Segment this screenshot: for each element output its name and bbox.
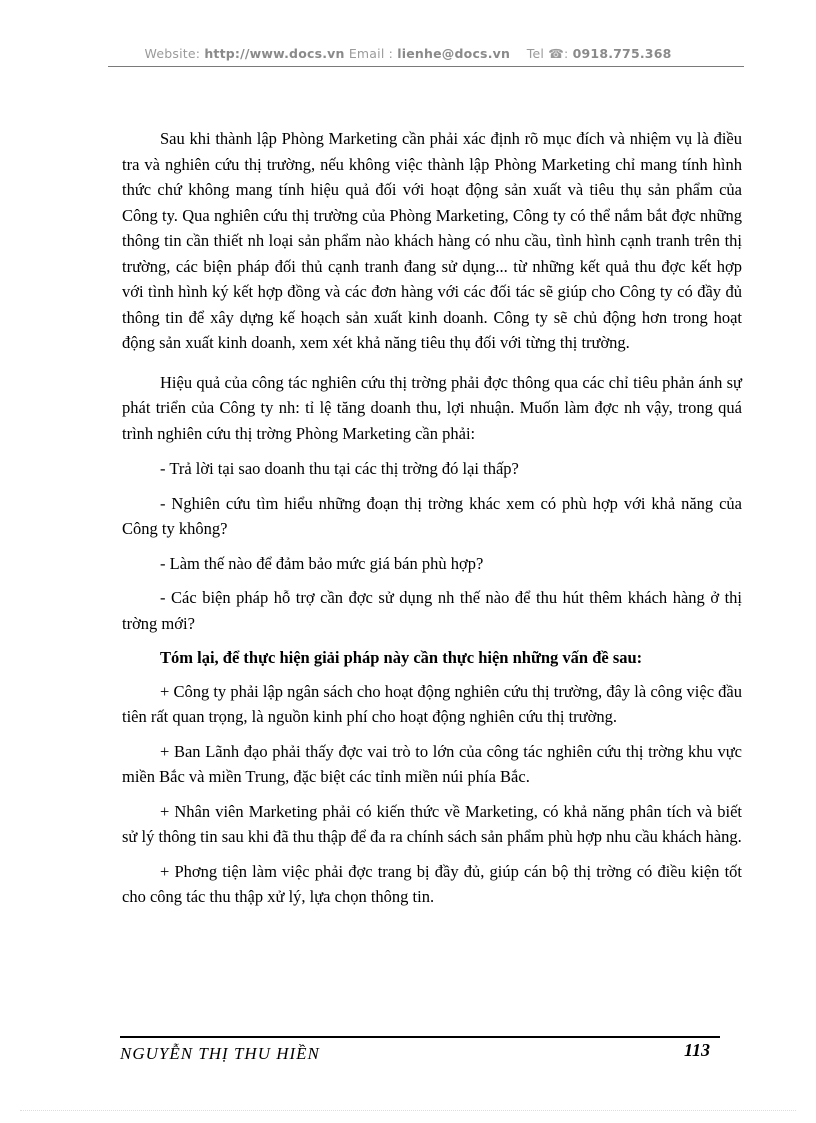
paragraph-effectiveness: Hiệu quả của công tác nghiên cứu thị trờng phải đợc thông qua các chỉ tiêu phản ánh sự phát triển của Công ty nh: tỉ lệ tăng doanh thu, lợi nhuận. Muốn làm đợc nh vậy, trong quá trình nghiên cứu thị trờng Phòng Marketing cần phải: xyxy=(122,372,742,443)
question-item-1: - Trả lời tại sao doanh thu tại các thị trờng đó lại thấp? xyxy=(160,459,519,478)
website-url[interactable]: http://www.docs.vn xyxy=(204,46,345,61)
email-address[interactable]: lienhe@docs.vn xyxy=(397,46,511,61)
page-bottom-border xyxy=(20,1110,796,1111)
question-item-4: - Các biện pháp hỗ trợ cần đợc sử dụng nh thế nào để thu hút thêm khách hàng ở thị trờng mới? xyxy=(122,588,742,633)
solution-item-3: + Nhân viên Marketing phải có kiến thức về Marketing, có khả năng phân tích và biết sử lý thông tin sau khi đã thu thập để đa ra chính sách sản phẩm phù hợp nhu cầu khách hàng. xyxy=(122,801,742,846)
question-item-3: - Làm thế nào để đảm bảo mức giá bán phù hợp? xyxy=(160,553,484,573)
question-item-2: - Nghiên cứu tìm hiểu những đoạn thị trờng khác xem có phù hợp với khả năng của Công ty không? xyxy=(122,493,742,538)
footer-divider xyxy=(120,1036,720,1038)
solution-item-4: + Phơng tiện làm việc phải đợc trang bị đầy đủ, giúp cán bộ thị trờng có điều kiện tốt cho công tác thu thập xử lý, lựa chọn thông tin. xyxy=(122,861,742,906)
email-label: Email : xyxy=(348,46,394,61)
solution-item-1: + Công ty phải lập ngân sách cho hoạt động nghiên cứu thị trường, đây là công việc đầu tiên rất quan trọng, là nguồn kinh phí cho hoạt động nghiên cứu thị trường. xyxy=(122,681,742,726)
document-body xyxy=(122,126,742,919)
tel-number: 0918.775.368 xyxy=(572,46,672,61)
tel-label: Tel ☎: xyxy=(526,46,569,61)
header-divider xyxy=(108,66,744,67)
page-number: 113 xyxy=(684,1040,711,1060)
website-label: Website: xyxy=(144,46,201,61)
footer-author: NGUYỄN THỊ THU HIỀN xyxy=(120,1044,320,1063)
solution-item-2: + Ban Lãnh đạo phải thấy đợc vai trò to lớn của công tác nghiên cứu thị trờng khu vực miền Bắc và miền Trung, đặc biệt các tỉnh miền núi phía Bắc. xyxy=(122,741,742,786)
site-header xyxy=(0,46,816,61)
summary-heading: Tóm lại, để thực hiện giải pháp này cần thực hiện những vấn đề sau: xyxy=(160,648,643,667)
paragraph-intro: Sau khi thành lập Phòng Marketing cần phải xác định rõ mục đích và nhiệm vụ là điều tra và nghiên cứu thị trường, nếu không việc thành lập Phòng Marketing chỉ mang tính hình thức chứ không mang tính hiệu quả đối với hoạt động sản xuất và tiêu thụ sản phẩm của Công ty. Qua nghiên cứu thị trường của Phòng Marketing, Công ty có thể nắm bắt đợc những thông tin cần thiết nh loại sản phẩm nào khách hàng có nhu cầu, tình hình cạnh tranh trên thị trường, các biện pháp đối thủ cạnh tranh đang sử dụng... từ những kết quả thu đợc kết hợp với tình hình ký kết hợp đồng và các đơn hàng với các đối tác sẽ giúp cho Công ty có đầy đủ thông tin để xây dựng kế hoạch sản xuất kinh doanh. Công ty sẽ chủ động hơn trong hoạt động sản xuất kinh doanh, xem xét khả năng tiêu thụ đối với từng thị trường. xyxy=(122,129,742,352)
